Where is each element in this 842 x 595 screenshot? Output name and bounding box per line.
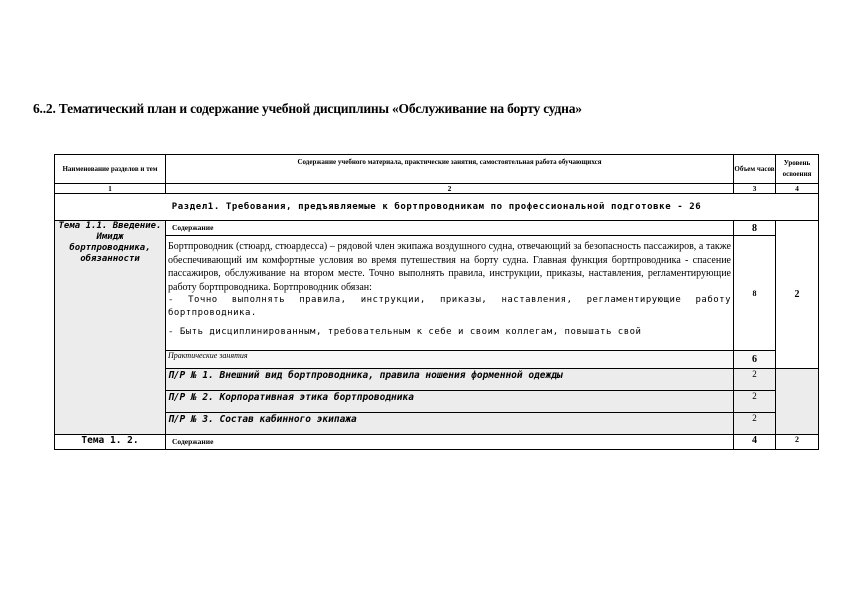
practice-2-title: П/Р № 2. Корпоративная этика бортпроводника xyxy=(166,391,734,413)
practice-3-title: П/Р № 3. Состав кабинного экипажа xyxy=(166,413,734,435)
header-row xyxy=(55,155,819,184)
practice-row-2 xyxy=(55,391,819,413)
topic1-content-hours: 8 xyxy=(734,221,776,236)
topic1-content-label: Содержание xyxy=(166,221,734,236)
topic1-title: Тема 1.1. Введение. Имидж бортпроводника, обязанности xyxy=(55,221,166,435)
topic2-title: Тема 1. 2. xyxy=(55,435,166,450)
practice-1-title: П/Р № 1. Внешний вид бортпроводника, правила ношения форменной одежды xyxy=(166,369,734,391)
practice-hours: 6 xyxy=(734,351,776,369)
practice-row-1 xyxy=(55,369,819,391)
topic2-content-label: Содержание xyxy=(166,435,734,450)
topic2-row xyxy=(55,435,819,450)
header-level: Уровень освоения xyxy=(776,155,819,184)
topic1-item-1: - Точно выполнять правила, инструкции, приказы, наставления, регламентирующие работу бортпроводника. xyxy=(168,295,731,318)
topic1-content-label-row xyxy=(55,221,819,236)
col-number-2: 2 xyxy=(166,184,734,194)
col-number-4: 4 xyxy=(776,184,819,194)
topic1-paragraph: Бортпроводник (стюард, стюардесса) – рядовой член экипажа воздушного судна, отвечающий за безопасность пассажиров, а также обеспечивающий им комфортные условия во время путешествия на борту судна. Главная функция бортпроводника - спасение пассажиров, обслуживание на втором месте. Точно выполнять правила, инструкции, приказы, наставления, регламентирующие работу бортпроводника. Бортпроводник обязан: xyxy=(168,241,731,293)
topic1-level: 2 xyxy=(776,221,819,369)
topic1-item-2: - Быть дисциплинированным, требовательным к себе и своим коллегам, повышать свой xyxy=(168,327,642,337)
col-number-3: 3 xyxy=(734,184,776,194)
practice-3-hours: 2 xyxy=(734,413,776,435)
column-number-row xyxy=(55,184,819,194)
topic1-text-hours: 8 xyxy=(734,236,776,351)
header-content: Содержание учебного материала, практические занятия, самостоятельная работа обучающихся xyxy=(166,155,734,184)
topic2-content-hours: 4 xyxy=(734,435,776,450)
practice-label: Практические занятия xyxy=(166,351,734,369)
practice-level-empty xyxy=(776,369,819,435)
practice-1-hours: 2 xyxy=(734,369,776,391)
thematic-plan-table xyxy=(54,154,819,450)
topic1-text-row xyxy=(55,236,819,351)
section-title: Раздел1. Требования, предъявляемые к бортпроводникам по профессиональной подготовке - 26 xyxy=(55,194,819,221)
practice-2-hours: 2 xyxy=(734,391,776,413)
practice-label-row xyxy=(55,351,819,369)
col-number-1: 1 xyxy=(55,184,166,194)
topic1-text xyxy=(166,236,734,351)
section-row xyxy=(55,194,819,221)
header-hours: Объем часов xyxy=(734,155,776,184)
page-heading: 6..2. Тематический план и содержание учебной дисциплины «Обслуживание на борту судна» xyxy=(33,101,582,116)
header-sections: Наименование разделов и тем xyxy=(55,155,166,184)
topic2-level: 2 xyxy=(776,435,819,450)
practice-row-3 xyxy=(55,413,819,435)
